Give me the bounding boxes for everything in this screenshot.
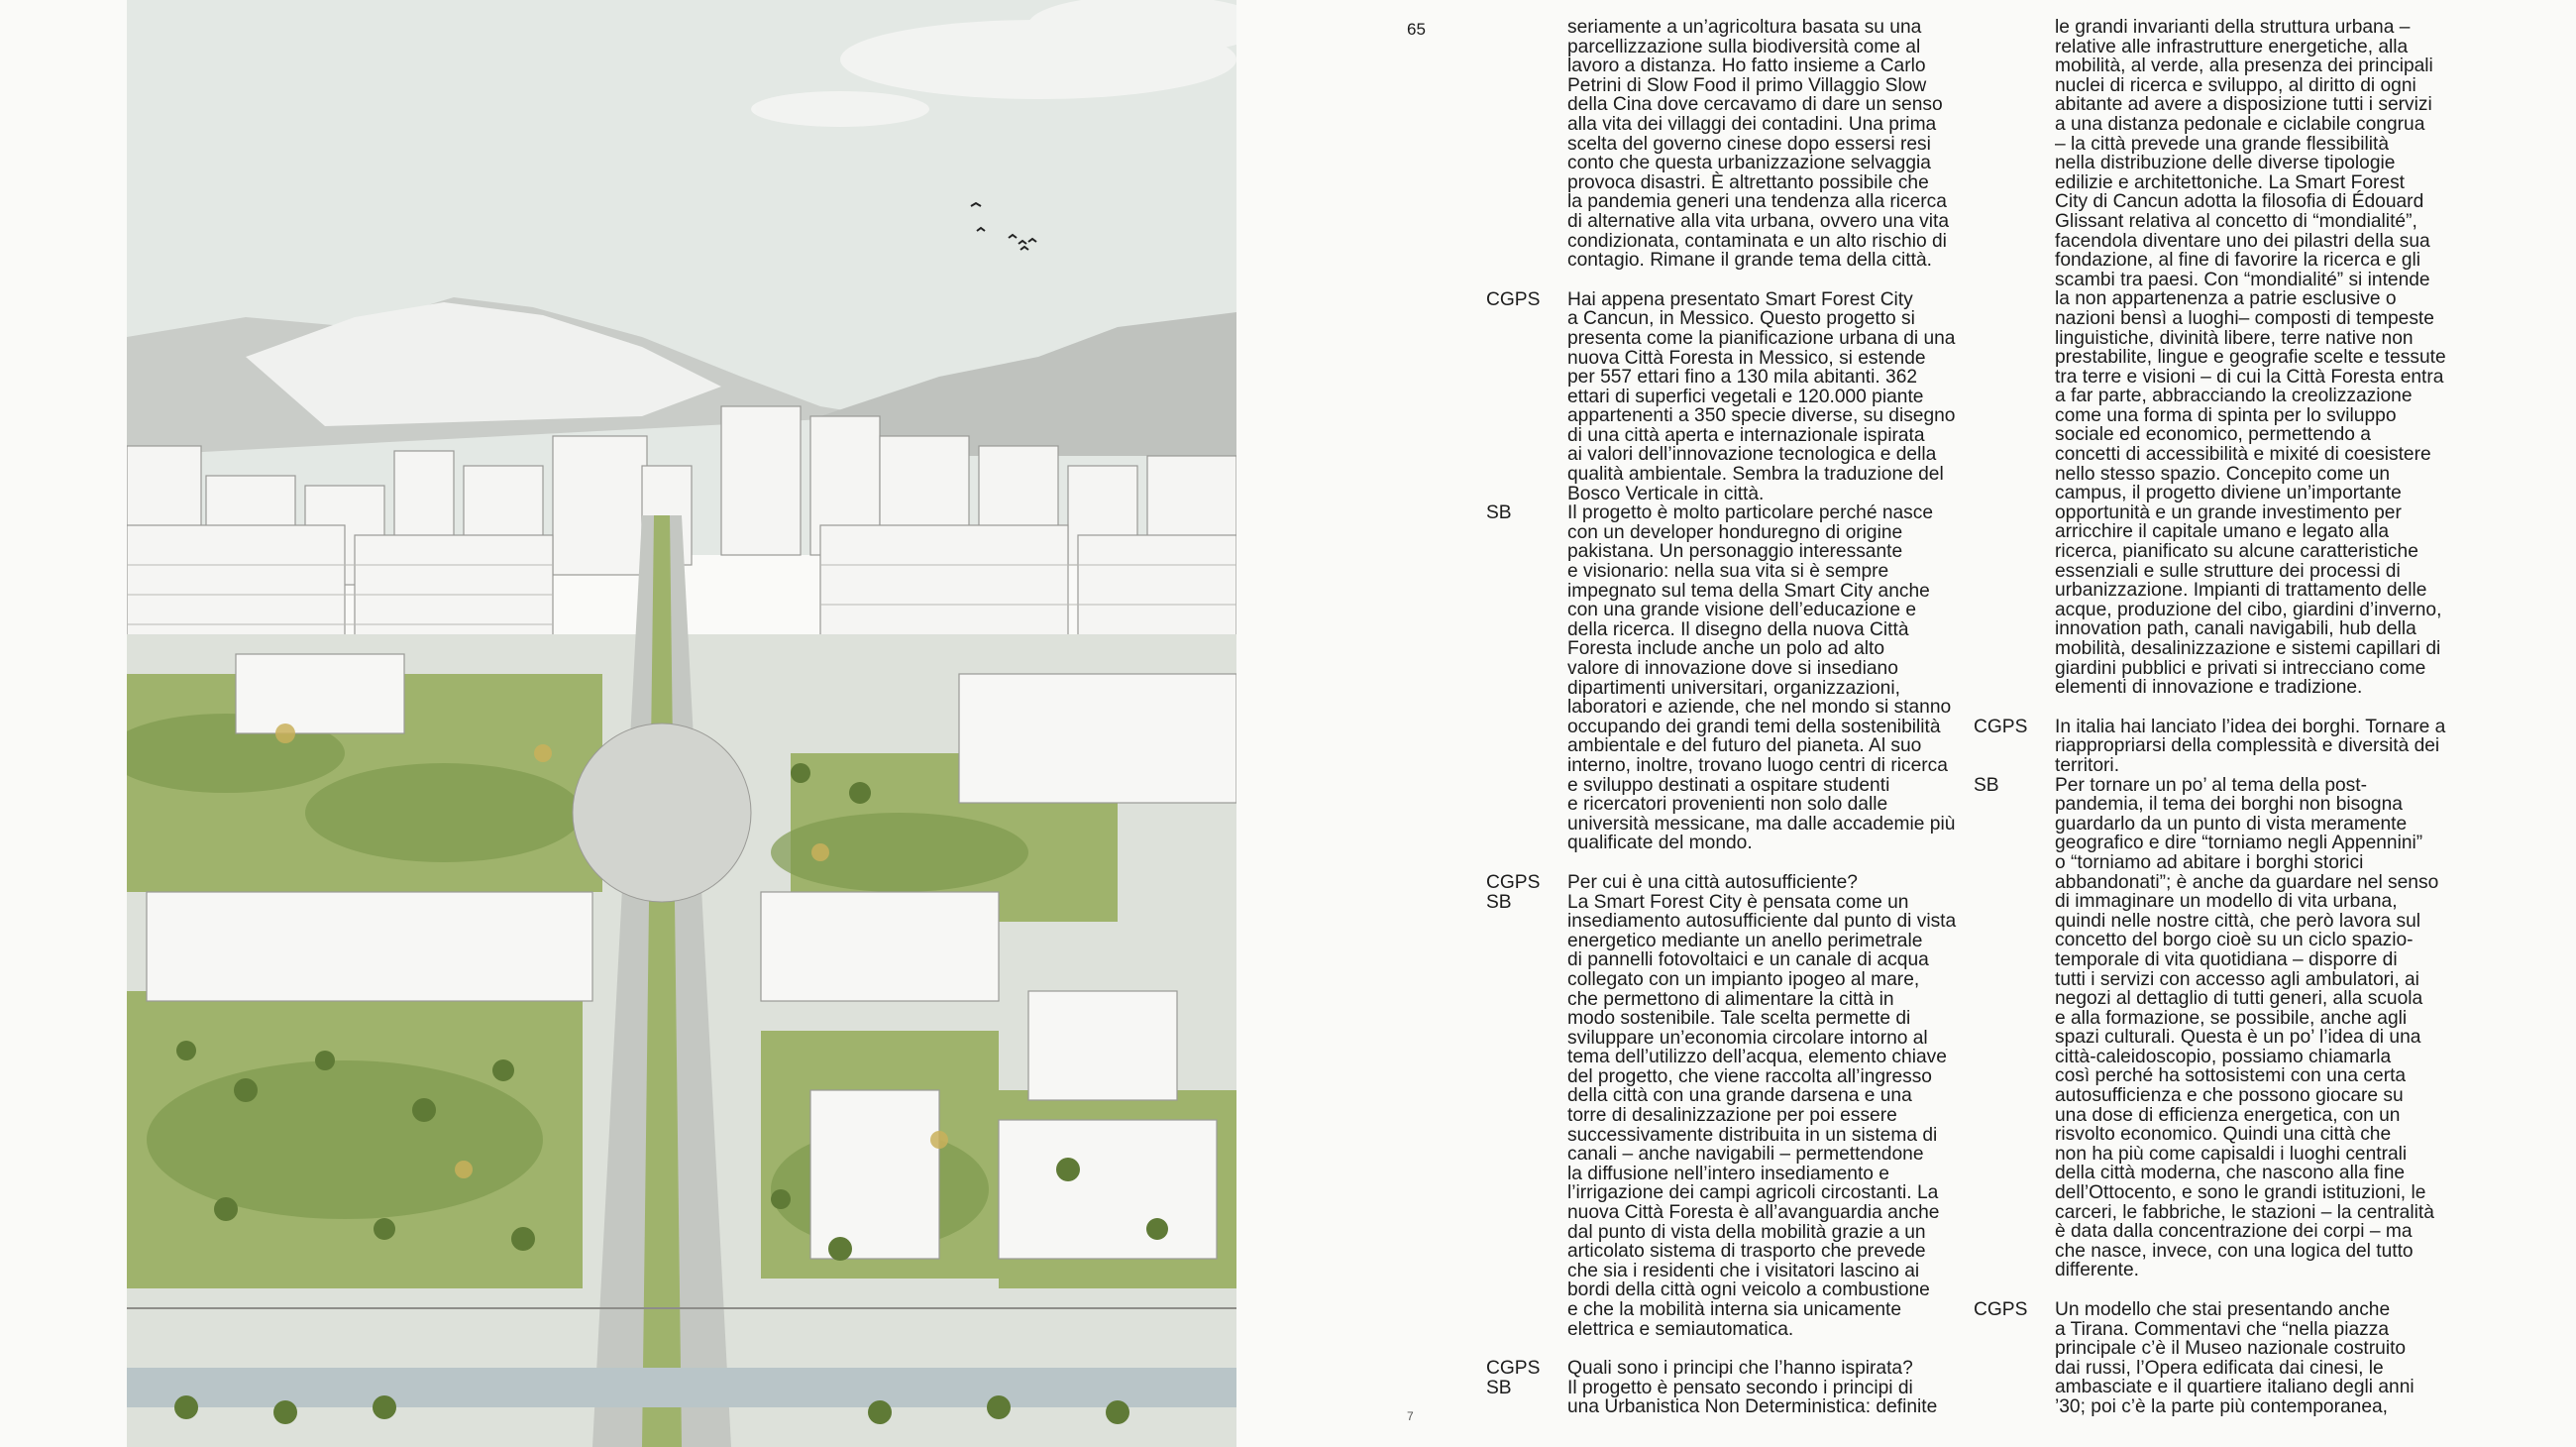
text-line: di immaginare un modello di vita urbana, <box>2055 891 2398 913</box>
text-line: canali – anche navigabili – permettendone <box>1567 1144 1924 1166</box>
text-line: Glissant relativa al concetto di “mondialité”, <box>2055 210 2417 232</box>
text-line: innovation path, canali navigabili, hub della <box>2055 618 2416 640</box>
text-line: Foresta include anche un polo ad alto <box>1567 638 1885 660</box>
text-line: la pandemia generi una tendenza alla ricerca <box>1567 191 1947 213</box>
text-line: acque, produzione del cibo, giardini d’inverno, <box>2055 599 2442 620</box>
text-line: pandemia, il tema dei borghi non bisogna <box>2055 794 2403 816</box>
text-line: del progetto, che viene raccolta all’ingresso <box>1567 1065 1932 1087</box>
text-line: così perché ha sottosistemi con una certa <box>2055 1065 2407 1087</box>
text-line: Il progetto è pensato secondo i principi di <box>1567 1377 1913 1398</box>
text-line: come una forma di spinta per lo sviluppo <box>2055 404 2397 426</box>
text-line: nuova Città Foresta in Messico, si estende <box>1567 347 1926 369</box>
text-line: relative alle infrastrutture energetiche, alla <box>2055 36 2409 57</box>
city-plan-illustration <box>127 0 1236 1447</box>
text-column-left <box>1486 18 2021 1417</box>
text-line: quindi nelle nostre città, che però lavora sul <box>2055 910 2421 932</box>
text-line: che permettono di alimentare la città in <box>1567 988 1894 1010</box>
interview-entry <box>1486 503 2021 853</box>
text-line: di pannelli fotovoltaici e un canale di acqua <box>1567 949 1929 971</box>
text-line: con un developer honduregno di origine <box>1567 521 1903 543</box>
text-line: non ha più come capisaldi i luoghi centrali <box>2055 1143 2408 1165</box>
speaker-label: CGPS <box>1974 716 2028 737</box>
text-line: elettrica e semiautomatica. <box>1567 1318 1794 1340</box>
text-line: mobilità, al verde, alla presenza dei principali <box>2055 56 2433 77</box>
text-line: Per tornare un po’ al tema della post- <box>2055 774 2367 796</box>
text-line: linguistiche, divinità libere, terre native non <box>2055 327 2414 349</box>
text-line: con una grande visione dell’educazione e <box>1567 600 1917 621</box>
text-line: nello stesso spazio. Concepito come un <box>2055 463 2391 485</box>
text-line: energetico mediante un anello perimetrale <box>1567 930 1923 951</box>
text-line: dai russi, l’Opera edificata dai cinesi, le <box>2055 1357 2384 1379</box>
text-line: tema dell’utilizzo dell’acqua, elemento chiave <box>1567 1047 1947 1068</box>
text-line: che nasce, invece, con una logica del tutto <box>2055 1240 2414 1262</box>
text-line: scambi tra paesi. Con “mondialité” si intende <box>2055 269 2430 290</box>
text-line: torre di desalinizzazione per poi essere <box>1567 1105 1897 1127</box>
text-line: a una distanza pedonale e ciclabile congrua <box>2055 113 2425 135</box>
text-line: e sviluppo destinati a ospitare studenti <box>1567 774 1890 796</box>
text-line: risvolto economico. Quindi una città che <box>2055 1124 2392 1146</box>
text-line: Per cui è una città autosufficiente? <box>1567 871 1858 893</box>
text-line: impegnato sul tema della Smart City anche <box>1567 580 1930 602</box>
text-line: Quali sono i principi che l’hanno ispirata? <box>1567 1358 1913 1380</box>
page-number: 65 <box>1407 20 1426 39</box>
text-line: presenta come la pianificazione urbana di una <box>1567 327 1956 349</box>
text-line: autosufficienza e che possono giocare su <box>2055 1085 2404 1107</box>
text-line: della città moderna, che nascono alla fine <box>2055 1163 2406 1184</box>
text-line: fondazione, al fine di favorire la ricerca e gli <box>2055 250 2421 272</box>
text-line: sviluppare un’economia circolare intorno al <box>1567 1027 1928 1049</box>
text-line: nuova Città Foresta è all’avanguardia anche <box>1567 1202 1940 1224</box>
text-line: la non appartenenza a patrie esclusive o <box>2055 288 2397 310</box>
text-line: della città con una grande darsena e una <box>1567 1085 1912 1107</box>
text-line: differente. <box>2055 1260 2139 1281</box>
text-line: ricerca, pianificato su alcune caratteristiche <box>2055 541 2418 563</box>
interview-entry <box>1974 18 2509 698</box>
text-line: a far parte, abbracciando la creolizzazione <box>2055 386 2413 407</box>
text-line: Un modello che stai presentando anche <box>2055 1299 2391 1320</box>
text-line: qualità ambientale. Sembra la traduzione del <box>1567 464 1944 486</box>
footnote-marker: 7 <box>1407 1409 1414 1423</box>
text-line: geografico e dire “torniamo negli Appennini” <box>2055 833 2423 854</box>
text-line: lavoro a distanza. Ho fatto insieme a Carlo <box>1567 56 1926 77</box>
interview-entry <box>1974 776 2509 1280</box>
text-line: seriamente a un’agricoltura basata su una <box>1567 17 1922 38</box>
text-line: pakistana. Un personaggio interessante <box>1567 541 1903 563</box>
interview-entry <box>1486 1359 2021 1417</box>
text-line: dipartimenti universitari, organizzazioni, <box>1567 677 1900 699</box>
text-line: una Urbanistica Non Deterministica: definite <box>1567 1396 1938 1418</box>
text-line: concetti di accessibilità e mixité di coesistere <box>2055 444 2431 466</box>
text-line: l’irrigazione dei campi agricoli circostanti. La <box>1567 1182 1939 1204</box>
text-line: le grandi invarianti della struttura urbana – <box>2055 17 2411 38</box>
text-line: della Cina dove cercavamo di dare un senso <box>1567 94 1943 116</box>
text-line: ambasciate e il quartiere italiano degli anni <box>2055 1377 2415 1398</box>
text-line: essenziali e sulle strutture dei processi di <box>2055 560 2401 582</box>
interview-entry <box>1974 718 2509 776</box>
text-line: ai valori dell’innovazione tecnologica e della <box>1567 444 1937 466</box>
text-line: insediamento autosufficiente dal punto di vista <box>1567 911 1957 933</box>
text-line: per 557 ettari fino a 130 mila abitanti. 362 <box>1567 367 1918 389</box>
speaker-label: CGPS <box>1974 1299 2028 1320</box>
text-line: modo sostenibile. Tale scelta permette di <box>1567 1008 1911 1030</box>
text-line: territori. <box>2055 754 2120 776</box>
interview-entry <box>1486 18 2021 271</box>
text-line: ambientale e del futuro del pianeta. Al suo <box>1567 735 1922 757</box>
text-line: occupando dei grandi temi della sostenibilità <box>1567 716 1941 737</box>
text-line: spazi culturali. Questa è un po’ l’idea di una <box>2055 1027 2421 1049</box>
text-line: Il progetto è molto particolare perché nasce <box>1567 502 1934 524</box>
text-line: ’30; poi c’è la parte più contemporanea, <box>2055 1395 2388 1417</box>
interview-entry <box>1486 290 2021 504</box>
text-line: nuclei di ricerca e sviluppo, al diritto di ogni <box>2055 74 2416 96</box>
text-line: è data dalla concentrazione dei corpi – ma <box>2055 1221 2413 1243</box>
text-line: dal punto di vista della mobilità grazie a un <box>1567 1221 1926 1243</box>
text-line: Hai appena presentato Smart Forest City <box>1567 288 1913 310</box>
text-line: La Smart Forest City è pensata come un <box>1567 891 1909 913</box>
text-line: tra terre e visioni – di cui la Città Foresta entra <box>2055 366 2444 388</box>
text-line: edilizie e architettoniche. La Smart Forest <box>2055 171 2406 193</box>
text-line: provoca disastri. È altrettanto possibile che <box>1567 171 1929 193</box>
speaker-label: SB <box>1486 502 1512 524</box>
interview-entry <box>1486 873 2021 1339</box>
text-line: appartenenti a 350 specie diverse, su disegno <box>1567 405 1956 427</box>
text-line: successivamente distribuita in un sistema di <box>1567 1124 1938 1146</box>
text-line: elementi di innovazione e tradizione. <box>2055 677 2363 699</box>
text-line: che sia i residenti che i visitatori lascino ai <box>1567 1260 1920 1281</box>
text-line: ettari di superfici vegetali e 120.000 piante <box>1567 386 1924 407</box>
text-line: guardarlo da un punto di vista meramente <box>2055 813 2408 835</box>
text-line: e ricercatori provenienti non solo dalle <box>1567 794 1888 816</box>
text-line: alla vita dei villaggi dei contadini. Una prima <box>1567 113 1937 135</box>
text-line: City di Cancun adotta la filosofia di Édouard <box>2055 191 2424 213</box>
text-line: collegato con un impianto ipogeo al mare, <box>1567 968 1920 990</box>
text-line: campus, il progetto diviene un’importante <box>2055 483 2402 504</box>
text-line: a Tirana. Commentavi che “nella piazza <box>2055 1318 2390 1340</box>
text-line: temporale di vita quotidiana – disporre di <box>2055 948 2398 970</box>
speaker-label: CGPS SB <box>1486 871 1541 913</box>
text-line: e alla formazione, se possibile, anche agli <box>2055 1007 2408 1029</box>
text-column-right <box>1974 18 2509 1417</box>
text-line: conto che questa urbanizzazione selvaggia <box>1567 153 1931 174</box>
text-line: abitante ad avere a disposizione tutti i servizi <box>2055 94 2432 116</box>
speaker-label: SB <box>1974 774 1999 796</box>
text-line: città-caleidoscopio, possiamo chiamarla <box>2055 1046 2392 1067</box>
text-line: della ricerca. Il disegno della nuova Città <box>1567 618 1909 640</box>
text-line: facendola diventare uno dei pilastri della sua <box>2055 230 2430 252</box>
text-line: opportunità e un grande investimento per <box>2055 501 2402 523</box>
text-line: riappropriarsi della complessità e diversità dei <box>2055 735 2440 757</box>
text-line: tutti i servizi con accesso agli ambulatori, ai <box>2055 968 2419 990</box>
text-line: di una città aperta e internazionale ispirata <box>1567 424 1925 446</box>
text-line: la diffusione nell’intero insediamento e <box>1567 1163 1889 1184</box>
text-line: concetto del borgo cioè su un ciclo spazio- <box>2055 930 2414 951</box>
text-line: qualificate del mondo. <box>1567 833 1753 854</box>
text-line: Petrini di Slow Food il primo Villaggio Slow <box>1567 74 1927 96</box>
text-line: articolato sistema di trasporto che prevede <box>1567 1241 1926 1263</box>
text-line: scelta del governo cinese dopo essersi resi <box>1567 133 1931 155</box>
text-line: carceri, le fabbriche, le stazioni – la centralità <box>2055 1201 2434 1223</box>
text-line: nella distribuzione delle diverse tipologie <box>2055 153 2396 174</box>
text-line: una dose di efficienza energetica, con un <box>2055 1104 2401 1126</box>
text-line: principale c’è il Museo nazionale costruito <box>2055 1338 2407 1360</box>
text-line: o “torniamo ad abitare i borghi storici <box>2055 851 2364 873</box>
text-line: sociale ed economico, permettendo a <box>2055 424 2371 446</box>
text-line: abbandonati”; è anche da guardare nel senso <box>2055 871 2439 893</box>
text-line: – la città prevede una grande flessibilità <box>2055 133 2390 155</box>
text-line: arricchire il capitale umano e legato alla <box>2055 521 2390 543</box>
text-line: Bosco Verticale in città. <box>1567 483 1765 504</box>
text-line: giardini pubblici e privati si intrecciano come <box>2055 657 2426 679</box>
text-line: In italia hai lanciato l’idea dei borghi. Tornare a <box>2055 716 2446 737</box>
text-line: mobilità, desalinizzazione e sistemi capillari di <box>2055 638 2441 659</box>
speaker-label: CGPS SB <box>1486 1358 1541 1398</box>
text-line: bordi della città ogni veicolo a combustione <box>1567 1280 1930 1301</box>
interview-entry <box>1974 1300 2509 1417</box>
text-line: valore di innovazione dove si insediano <box>1567 658 1898 679</box>
text-line: urbanizzazione. Impianti di trattamento delle <box>2055 580 2427 602</box>
text-line: e visionario: nella sua vita si è sempre <box>1567 561 1889 583</box>
text-line: parcellizzazione sulla biodiversità come al <box>1567 36 1921 57</box>
text-line: di alternative alla vita urbana, ovvero una vita <box>1567 210 1950 232</box>
text-line: laboratori e aziende, che nel mondo si stanno <box>1567 697 1952 719</box>
text-line: dell’Ottocento, e sono le grandi istituzioni, le <box>2055 1182 2426 1204</box>
text-line: università messicane, ma dalle accademie più <box>1567 813 1956 835</box>
text-line: a Cancun, in Messico. Questo progetto si <box>1567 308 1915 330</box>
text-line: condizionata, contaminata e un alto rischio di <box>1567 230 1947 252</box>
text-line: nazioni bensì a luoghi– composti di tempeste <box>2055 307 2434 329</box>
text-line: interno, inoltre, trovano luogo centri di ricerca <box>1567 754 1948 776</box>
speaker-label: CGPS <box>1486 288 1541 310</box>
text-line: negozi al dettaglio di tutti generi, alla scuola <box>2055 988 2423 1010</box>
text-line: contagio. Rimane il grande tema della città. <box>1567 250 1932 272</box>
text-line: prestabilite, lingue e geografie scelte e tessute <box>2055 347 2446 369</box>
text-line: e che la mobilità interna sia unicamente <box>1567 1299 1902 1320</box>
